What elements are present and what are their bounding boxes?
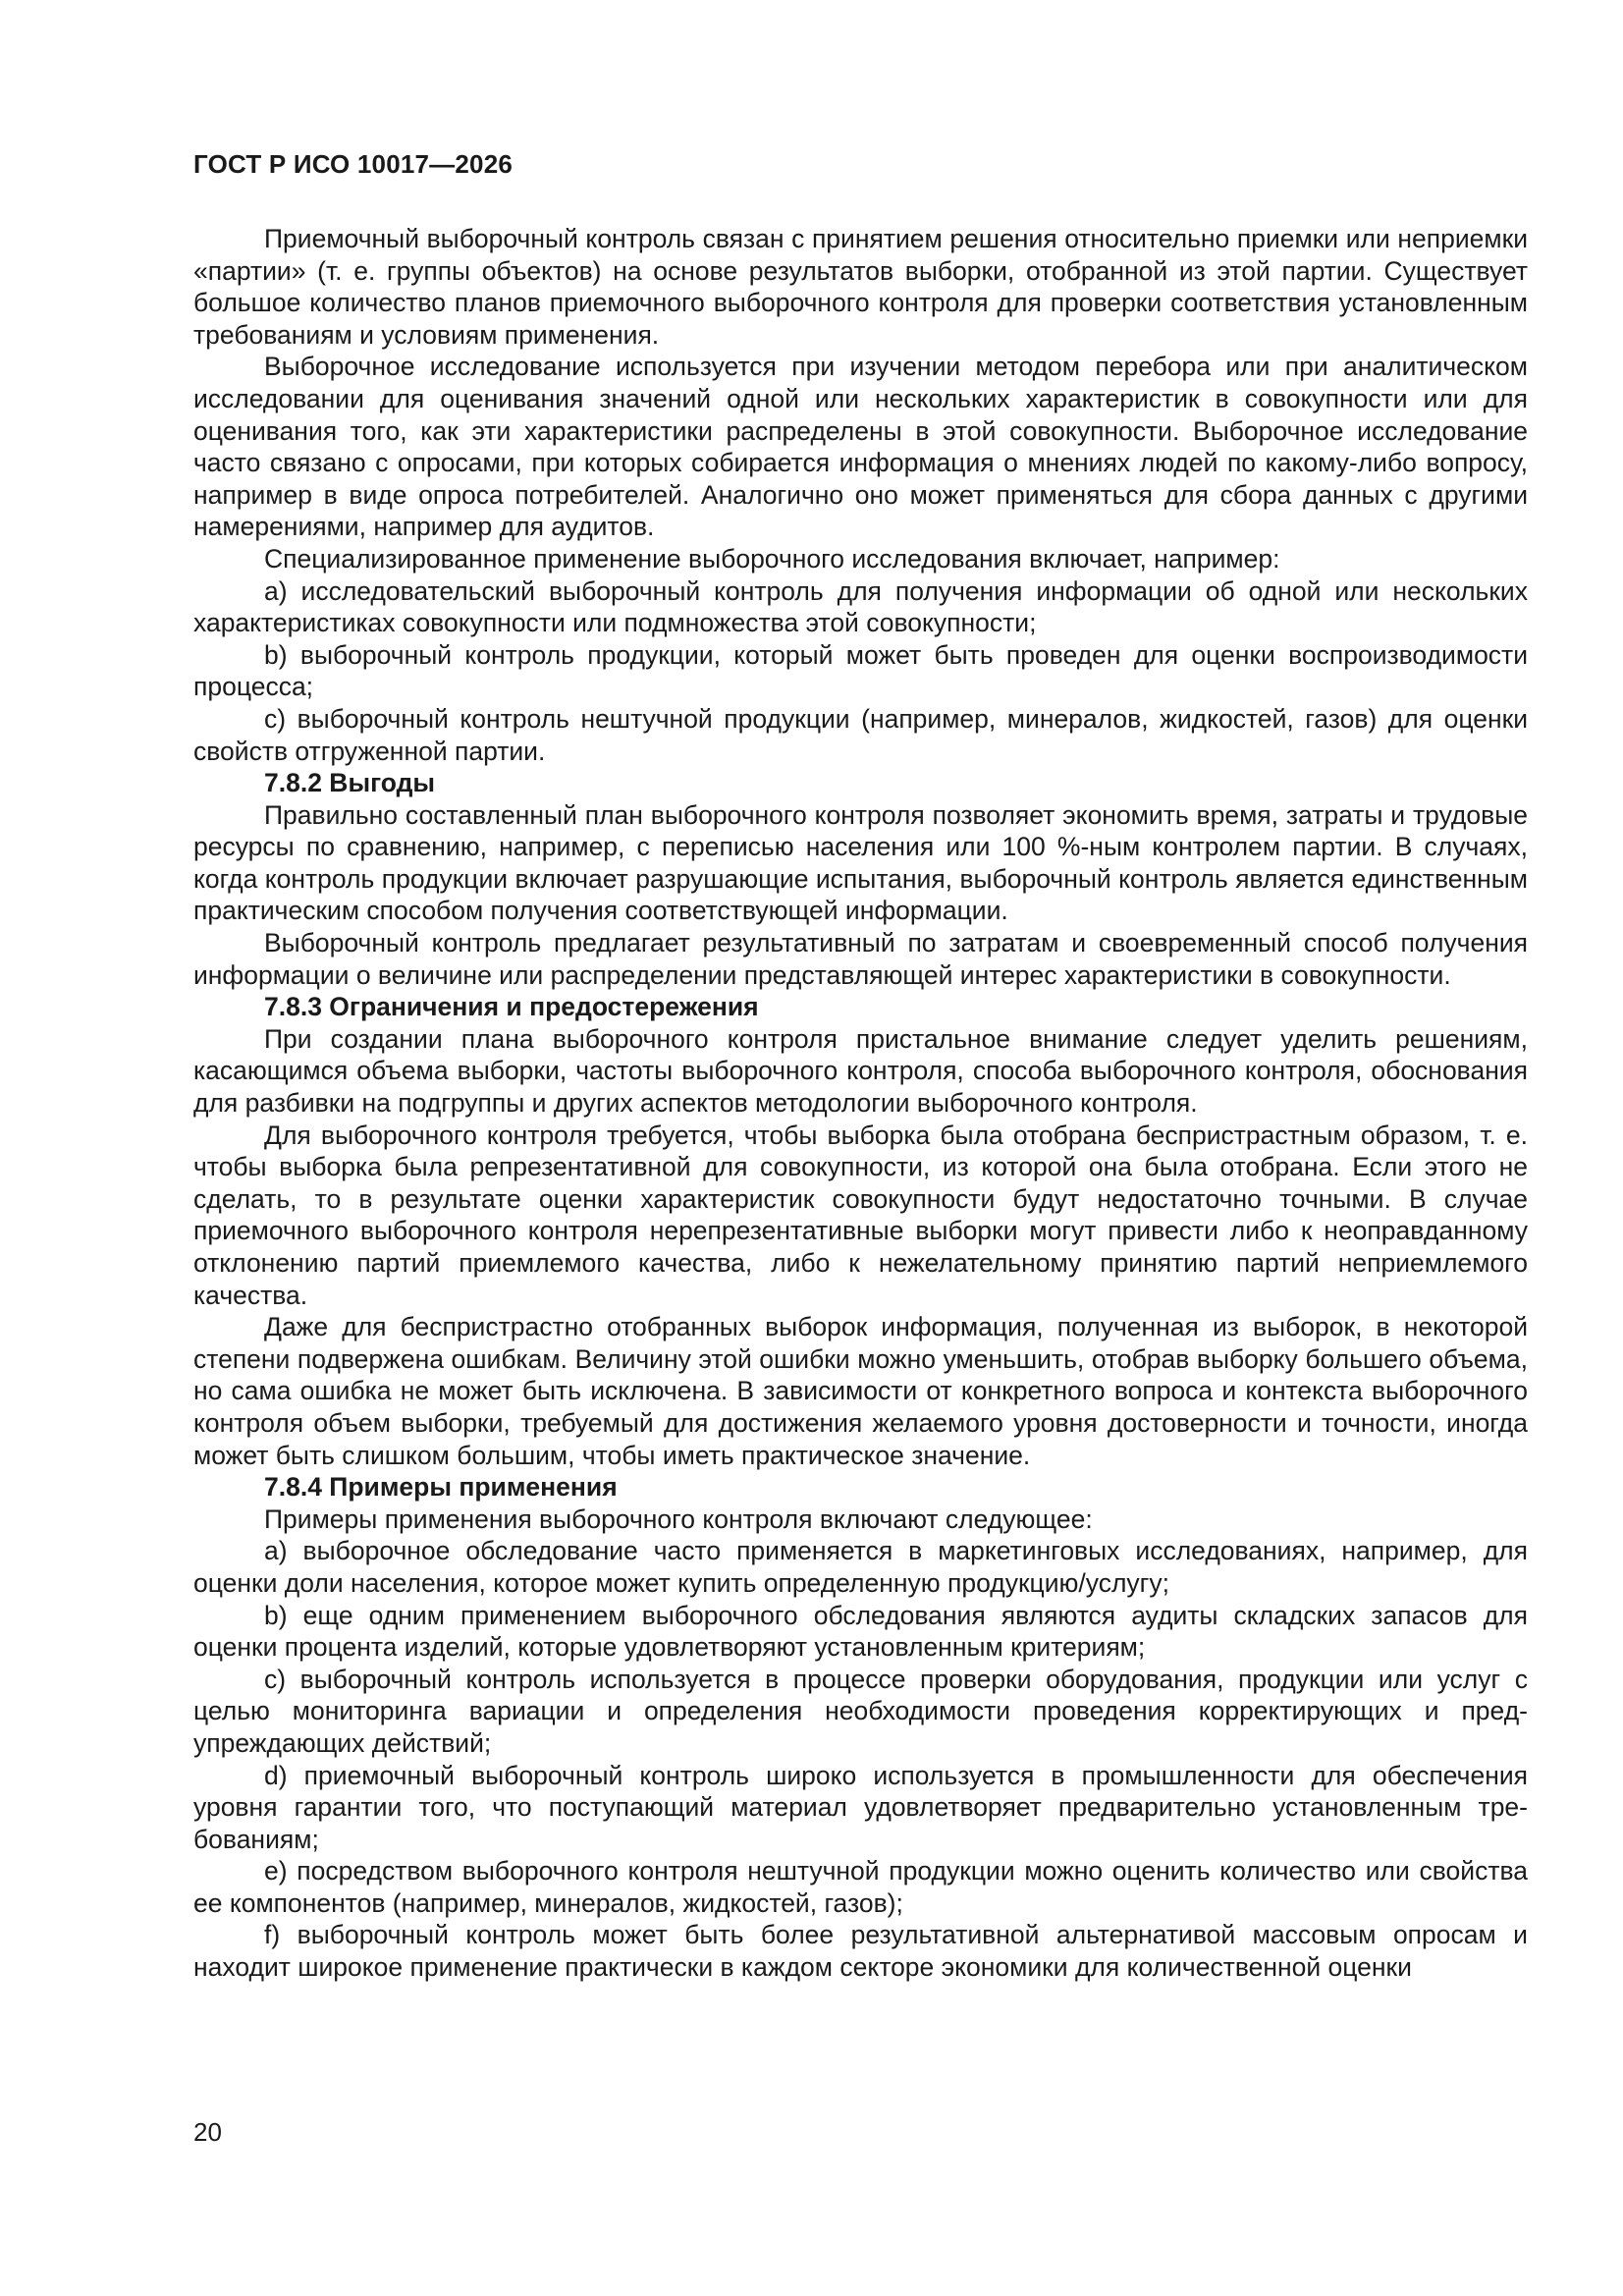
paragraph-limitations-unbiased: Для выборочного контроля требуется, чтобы выборка была отобрана беспристрастным образом, т. е. чтобы выборка была репрезентативной для совокупности, из которой она была отобрана. Если этого не сделать, то в результате оценки характеристик совокупности будут недостаточно точными. В случае приемочного выборочного контроля нерепрезентативные выборки могут привести либо к неоправданному отклонению партий приемлемого качества, либо к нежелательному принятию партий неприемлемого качества.	[193, 1120, 1528, 1310]
list-item-a: a) исследовательский выборочный контроль для получения информации об одной или нескольких характеристиках совокупности или подмножества этой совокупности;	[193, 575, 1528, 638]
document-standard-title: ГОСТ Р ИСО 10017—2026	[193, 149, 514, 179]
example-item-c: c) выборочный контроль используется в процессе проверки оборудования, продукции или услуг с целью мониторинга вариации и определения необходимости проведения корректирующих и предупреждающих действий;	[193, 1664, 1528, 1758]
paragraph-sample-survey: Выборочное исследование используется при изучении методом перебора или при аналитическом исследовании для оценивания значений одной или нескольких характеристик в совокупности или для оценивания того, как эти характеристики распределены в этой совокупности. Выборочное исследование часто связано с опросами, при которых собирается информация о мнениях людей по какому-либо вопросу, например в виде опроса потребителей. Аналогично оно может применяться для сбора данных с другими намерениями, например для аудитов.	[193, 352, 1528, 542]
page-number: 20	[193, 2117, 222, 2147]
list-item-b: b) выборочный контроль продукции, который может быть проведен для оценки воспроизводимости процесса;	[193, 639, 1528, 702]
list-item-c: c) выборочный контроль нештучной продукции (например, минералов, жидкостей, газов) для оценки свойств отгруженной партии.	[193, 703, 1528, 766]
example-item-d: d) приемочный выборочный контроль широко используется в промышленности для обеспечения уровня гарантии того, что поступающий материал удовлетворяет предварительно установленным требованиям;	[193, 1760, 1528, 1854]
document-body	[193, 223, 1528, 1984]
paragraph-examples-intro: Примеры применения выборочного контроля включают следующее:	[264, 1503, 1093, 1534]
example-item-e: e) посредством выборочного контроля нештучной продукции можно оценить количество или свойства ее компонентов (например, минералов, жидкостей, газов);	[193, 1856, 1528, 1918]
paragraph-specialized-application: Специализированное применение выборочного исследования включает, например:	[264, 543, 1280, 574]
example-item-f: f) выборочный контроль может быть более результативной альтернативой массовым опросам и находит широкое применение практически в каждом секторе экономики для количественной оценки	[193, 1920, 1528, 1983]
section-heading-benefits: 7.8.2 Выгоды	[264, 768, 436, 798]
paragraph-limitations-plan: При создании плана выборочного контроля пристальное внимание следует уделить решениям, касающимся объема выборки, частоты выборочного контроля, способа выборочного контроля, обоснования для разбивки на подгруппы и других аспектов методологии выборочного контроля.	[193, 1023, 1528, 1119]
paragraph-limitations-error: Даже для беспристрастно отобранных выборок информация, полученная из выборок, в некоторой степени подвержена ошибкам. Величину этой ошибки можно уменьшить, отобрав выборку большего объема, но сама ошибка не может быть исключена. В зависимости от конкретного вопроса и контекста выборочного контроля объем выборки, требуемый для достижения желаемого уровня достоверности и точности, иногда может быть слишком большим, чтобы иметь практическое значение.	[193, 1312, 1528, 1470]
section-heading-limitations: 7.8.3 Ограничения и предостережения	[264, 992, 759, 1022]
paragraph-benefits-plan: Правильно составленный план выборочного контроля позволяет экономить время, затраты и трудовые ресурсы по сравнению, например, с переписью населения или 100 %-ным контролем партии. В случаях, когда контроль продукции включает разрушающие испытания, выборочный контроль является единственным практическим способом получения соответствующей информации.	[193, 799, 1528, 926]
section-heading-examples: 7.8.4 Примеры применения	[264, 1472, 618, 1503]
example-item-a: a) выборочное обследование часто применяется в маркетинговых исследованиях, например, для оценки доли населения, которое может купить определенную продукцию/услугу;	[193, 1536, 1528, 1598]
example-item-b: b) еще одним применением выборочного обследования являются аудиты складских запасов для оценки процента изделий, которые удовлетворяют установленным критериям;	[193, 1600, 1528, 1663]
paragraph-benefits-cost: Выборочный контроль предлагает результативный по затратам и своевременный способ получения информации о величине или распределении представляющей интерес характеристики в совокупности.	[193, 928, 1528, 990]
paragraph-acceptance-sampling: Приемочный выборочный контроль связан с принятием решения относительно приемки или неприемки «партии» (т. е. группы объектов) на основе результатов выборки, отобранной из этой партии. Существует большое количество планов приемочного выборочного контроля для проверки соответствия установленным требованиям и условиям применения.	[193, 224, 1528, 350]
